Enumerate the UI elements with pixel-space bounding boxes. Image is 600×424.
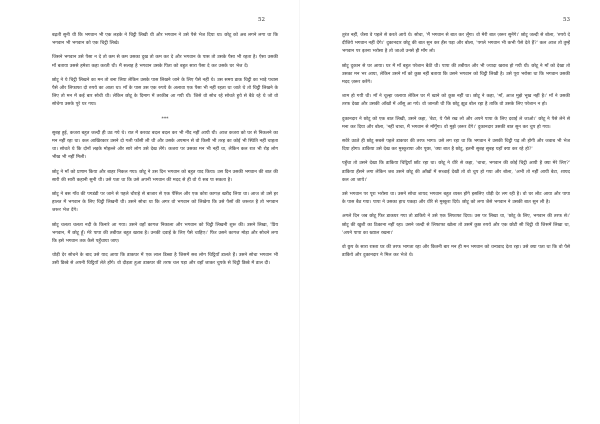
paragraph: तुरंत नहीं, जैसा वे पहले से करते आये थे। सोचा, 'मैं भगवान से बात कर लूँगा। वो मेरी बात ज़रूर सुनेंगे।' छोटू जल्दी से बोला, 'रुपये दे दीजिये भगवान नहीं देंगे।' दुकानदार छोटू की बात सुन कर हँस पड़ा और बोला, 'पगले भगवान भी कभी पैसे देते हैं?' कल आज तो तुम्हें भगवान पर इतना भरोसा है तो जाओ उनसे ही माँग लो।	[342, 33, 570, 55]
paragraph: छोटू चलता चलता नदी के किनारे आ गया। उसने वहाँ कागज निकाला और भगवान को चिट्ठी लिखनी शुरू की। उसने लिखा, 'प्रिय भगवान, मैं छोटू हूँ। मेरे पापा की तबीयत बहुत खराब है। उनकी दवाई के लिए पैसे चाहिए।' फिर उसने कागज मोड़ा और सोचने लगा कि इसे भगवान तक कैसे पहुँचाया जाए।	[52, 222, 278, 245]
paragraph: थोड़ी देर सोचने के बाद उसे याद आया कि डाकघर में एक लाल डिब्बा है जिसमें सब लोग चिट्ठियाँ डालते हैं। उसने सोचा भगवान भी उसी डिब्बे से अपनी चिट्ठियाँ लेते होंगे। वो दौड़ता हुआ डाकघर की तरफ चल पड़ा और वहाँ जाकर चुपके से चिट्ठी डिब्बे में डाल दी।	[52, 253, 278, 267]
paragraph: सुबह हुई, कजरा बहुत जल्दी ही उठ गये थे। रात में करवट बदल बदल कर भी नींद नहीं आयी थी। आज कजरा को घर से निकलने का मन नहीं रहा था। कल आखिरकार उसने दो गली फाँसी ली थी और उसके अपमान से वो किसी भी तरह का कोई भी स्थिति नहीं चाहता था। सोचते थे कि दोनों लड़के मोहल्ले और सारे लोग उसे देख लेंगे। कजरा पर उसका मन भी नहीं था, लेकिन कल रात भी रोड़ लोग भीख भी नहीं मिली।	[52, 130, 278, 161]
paragraph: अगले दिन जब छोटू फिर डाकघर गया तो डाकिये ने उसे एक लिफाफा दिया। उस पर लिखा था, 'छोटू के लिए, भगवान की तरफ से।' छोटू की खुशी का ठिकाना नहीं रहा। उसने जल्दी से लिफाफा खोला तो उसमें कुछ रुपये और एक छोटी सी चिट्ठी थी जिसमें लिखा था, 'अपने पापा का ख्याल रखना।'	[342, 214, 570, 236]
paragraph: छोटू ने माँ को प्रणाम किया और बाहर निकल गया। छोटू ने उस दिन भगवान को बहुत याद किया। उस दिन उसकी भगवान की बात की सारी की सारी कहानी सुनी थी। उसे पता था कि उसे अपनी भगवान की मदद से ही वो ये सब पा सकता है।	[52, 169, 278, 183]
paragraph: उसे भगवान पर पूरा भरोसा था। उसने सोचा शायद भगवान बहुत व्यस्त होंगे इसलिए थोड़ी देर लग रही है। वो घर लौट आया और पापा के पास बैठ गया। पापा ने उसका हाथ पकड़ा और धीरे से मुस्कुरा दिये। छोटू को लगा जैसे भगवान ने उसकी बात सुन ली है।	[342, 192, 570, 206]
paragraph: वो छुप के सारा रास्ता घर की तरफ भागता रहा और कितनी बार मन ही मन भगवान को धन्यवाद देता रहा। उसे क्या पता था कि वो पैसे डाकिये और दुकानदार ने मिल कर भेजे थे।	[342, 245, 570, 259]
page-number-left: 52	[258, 17, 265, 23]
paragraph: छोटू दुकान से घर आया। घर में माँ बहुत परेशान बैठी थी। पापा की तबीयत और भी ज्यादा खराब हो गयी थी। छोटू ने माँ को देखा तो उसका मन भर आया, लेकिन उसने माँ को कुछ नहीं बताया कि उसने भगवान को चिट्ठी लिखी है। उसे पूरा भरोसा था कि भगवान उसकी मदद ज़रूर करेंगे।	[342, 63, 570, 86]
paragraph: दुकानदार ने छोटू को एक बात लिखी, उसने कहा, 'बेटा, ये पैसे रख लो और अपने पापा के लिए दवाई ले जाओ।' छोटू ने पैसे लेने से मना कर दिया और बोला, 'नहीं चाचा, मैं भगवान से माँगूँगा। वो मुझे ज़रूर देंगे।' दुकानदार उसकी बात सुन कर चुप हो गया।	[342, 116, 570, 130]
paragraph: छोटू ने बस गाँव की पगडंडी पर जाने से पहले चौराहे से बाजार से एक पेंसिल और एक कोरा कागज़ खरीद लिया था। आज तो उसे हर हालत में भगवान के लिए चिट्ठी लिखनी थी। उसने सोचा था कि अगर वो भगवान को लिखेगा कि उसे पैसों की जरूरत है तो भगवान जरूर भेज देंगे।	[52, 192, 278, 214]
paragraph: छोटू ने ये चिट्ठी लिखने का मन तो बना लिया लेकिन उसके पास लिखने जाने के लिए पैसे नहीं थे। उस समय डाक चिट्ठी का भाड़े पचास पैसे और लिफाफा दो रुपये का आता था। माँ के पास उस एक रुपये के अलावा एक पैसा भी नहीं रहता था जाते थे तो चिट्ठी लिखने के लिए तो मन में कई बार सोची थी। लेकिन छोटू के दिमाग में तरकीब आ गयी थी। जिसे वो सोच रहे सोचते हुये से बैठे रहे थे जो वो सोचेगा उसके पूरे घर गया।	[52, 77, 278, 108]
paragraph: जिसने भगवान उसे पैसा न दे तो कम से कम उसका दुख तो कम कर दे और भगवान के पास तो उसके पैसा भी रहता है। ऐसा उसकी माँ बताया उससे हमेशा कहा करती थी। मैं सलाह है भगवान उसके पिता को बहुत सारा पैसा दे कर उसके घर भेज दें।	[52, 55, 278, 69]
paragraph: शाम हो गयी थी। माँ ने चूल्हा जलाया लेकिन घर में खाने को कुछ नहीं था। छोटू ने कहा, 'माँ, आज मुझे भूख नहीं है।' माँ ने उसकी तरफ देखा और उसकी आँखों में आँसू आ गये। वो जानती थी कि छोटू झूठ बोल रहा है ताकि वो उसके लिए परेशान न हो।	[342, 94, 570, 108]
section-separator: ***	[161, 116, 169, 122]
paragraph: बढ़ती सुनी थी कि भगवान भी एक लड़के ने चिट्ठी लिखी थी और भगवान ने उसे पैसे भेज दिया था। छोटू को अब लगने लगा था कि भगवान भी भगवान को एक चिट्ठी लिखे।	[52, 33, 278, 47]
page-number-right: 53	[563, 17, 570, 23]
paragraph: सवेरे उठते ही छोटू सबसे पहले डाकघर की तरफ भागा। उसे लग रहा था कि भगवान ने उसकी चिट्ठी पढ़ ली होगी और जवाब भी भेज दिया होगा। डाकिया उसे देख कर मुस्कुराया और पूछा, 'क्या बात है छोटू, इतनी सुबह सुबह यहाँ क्या कर रहे हो?'	[342, 139, 570, 153]
right-page	[300, 0, 600, 424]
paragraph: पहुँचा तो उसने देखा कि डाकिया चिट्ठियाँ छाँट रहा था। छोटू ने धीरे से कहा, 'चाचा, भगवान की कोई चिट्ठी आयी है क्या मेरे लिए?' डाकिया हँसने लगा लेकिन जब उसने छोटू की आँखों में सच्चाई देखी तो वो चुप हो गया और बोला, 'अभी तो नहीं आयी बेटा, शायद कल आ जाये।'	[342, 161, 570, 183]
